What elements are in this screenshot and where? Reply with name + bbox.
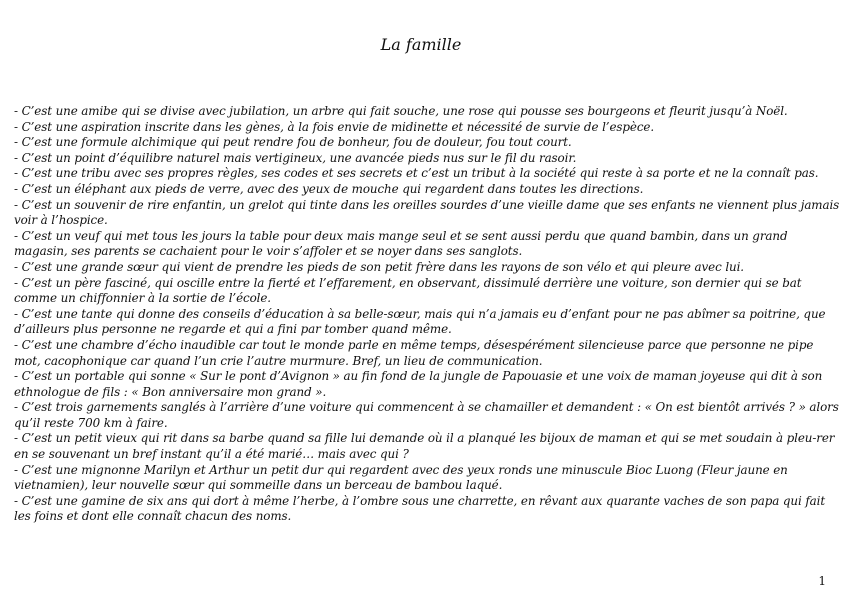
paragraph: - C’est une tante qui donne des conseils d’éducation à sa belle-sœur, mais qui n’a jamais eu d’enfant pour ne pas abîmer sa poitrine, que d’ailleurs plus personne ne regarde et qui a fini par tomber quand même. <box>14 306 826 337</box>
paragraph: - C’est un portable qui sonne « Sur le pont d’Avignon » au fin fond de la jungle de Papouasie et une voix de maman joyeuse qui dit à son ethnologue de fils : « Bon anniversaire mon grand ». <box>14 369 823 399</box>
paragraph: - C’est une formule alchimique qui peut rendre fou de bonheur, fou de douleur, fou tout court. <box>14 135 572 150</box>
document-body <box>14 104 840 525</box>
paragraph: - C’est trois garnements sanglés à l’arrière d’une voiture qui commencent à se chamailler et demandent : « On est bientôt arrivés ? » alors qu’il reste 700 km à faire. <box>14 400 839 430</box>
paragraph: - C’est une aspiration inscrite dans les gènes, à la fois envie de midinette et nécessité de survie de l’espèce. <box>14 119 655 134</box>
paragraph: - C’est un souvenir de rire enfantin, un grelot qui tinte dans les oreilles sourdes d’une vieille dame que ses enfants ne viennent plus jamais voir à l’hospice. <box>14 197 840 228</box>
paragraph: - C’est un point d’équilibre naturel mais vertigineux, une avancée pieds nus sur le fil du rasoir. <box>14 150 577 165</box>
paragraph: - C’est une chambre d’écho inaudible car tout le monde parle en même temps, désespérément silencieuse parce que personne ne pipe mot, cacophonique car quand l’un crie l’autre murmure. Bref, un lieu de communication. <box>14 337 814 368</box>
page-title: La famille <box>380 35 462 54</box>
paragraph: - C’est une grande sœur qui vient de prendre les pieds de son petit frère dans les rayons de son vélo et qui pleure avec lui. <box>14 259 744 274</box>
paragraph: - C’est un veuf qui met tous les jours la table pour deux mais mange seul et se sent aussi perdu que quand bambin, dans un grand magasin, ses parents se cachaient pour le voir s’affoler et se noyer dans ses sanglots. <box>14 228 788 259</box>
page-number: 1 <box>818 574 826 588</box>
paragraph: - C’est un petit vieux qui rit dans sa barbe quand sa fille lui demande où il a planqué les bijoux de maman et qui se met soudain à pleu-rer en se souvenant un bref instant qu’il a été marié… mais avec qui ? <box>14 431 835 462</box>
paragraph: - C’est une mignonne Marilyn et Arthur un petit dur qui regardent avec des yeux ronds une minuscule Bioc Luong (Fleur jaune en vietnamien), leur nouvelle sœur qui sommeille dans un berceau de bambou laqué. <box>14 462 788 493</box>
paragraph: - C’est une tribu avec ses propres règles, ses codes et ses secrets et c’est un tribut à la société qui reste à sa porte et ne la connaît pas. <box>14 166 819 181</box>
paragraph: - C’est un éléphant aux pieds de verre, avec des yeux de mouche qui regardent dans toutes les directions. <box>14 181 644 196</box>
paragraph: - C’est une gamine de six ans qui dort à même l’herbe, à l’ombre sous une charrette, en rêvant aux quarante vaches de son papa qui fait les foins et dont elle connaît chacun des noms. <box>14 493 826 524</box>
paragraph: - C’est une amibe qui se divise avec jubilation, un arbre qui fait souche, une rose qui pousse ses bourgeons et fleurit jusqu’à Noël. <box>14 104 788 118</box>
paragraph: - C’est un père fasciné, qui oscille entre la fierté et l’effarement, en observant, dissimulé derrière une voiture, son dernier qui se bat comme un chiffonnier à la sortie de l’école. <box>14 275 802 306</box>
